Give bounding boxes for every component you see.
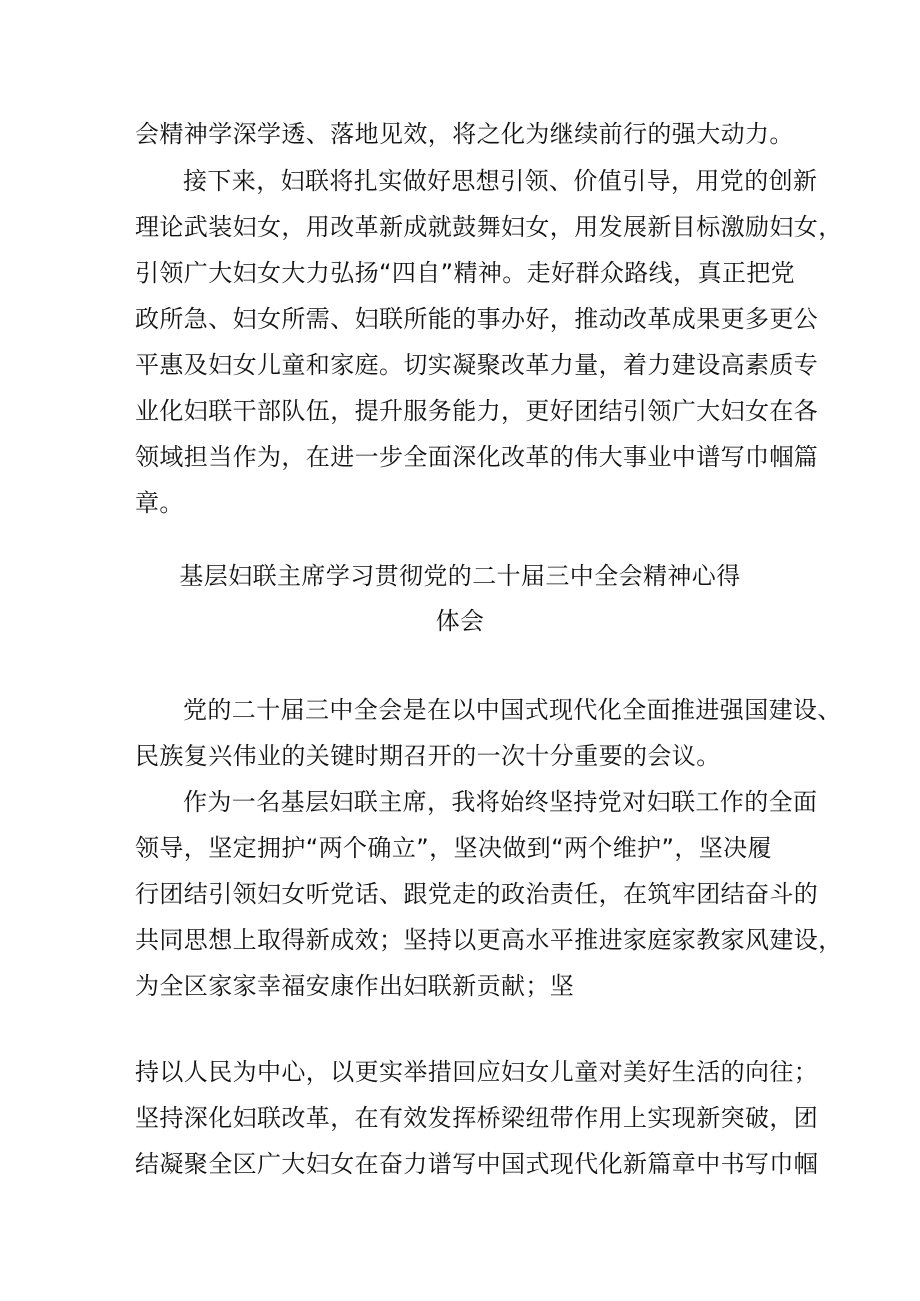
paragraph-line: 平惠及妇女儿童和家庭。切实凝聚改革力量，着力建设高素质专 (135, 351, 819, 379)
paragraph-line: 引领广大妇女大力弘扬“四自”精神。走好群众路线，真正把党 (135, 259, 796, 287)
paragraph-line: 领导，坚定拥护“两个确立”，坚决做到“两个维护”，坚决履 (135, 834, 772, 862)
paragraph-line: 会精神学深学透、落地见效，将之化为继续前行的强大动力。 (135, 120, 794, 148)
paragraph-line: 持以人民为中心，以更实举措回应妇女儿童对美好生活的向往； (135, 1058, 819, 1086)
paragraph-line: 领域担当作为，在进一步全面深化改革的伟大事业中谱写巾帼篇 (135, 443, 819, 471)
paragraph-line: 行团结引领妇女听党话、跟党走的政治责任，在筑牢团结奋斗的 (135, 880, 819, 908)
paragraph-line: 党的二十届三中全会是在以中国式现代化全面推进强国建设、 (183, 696, 842, 724)
paragraph-line: 为全区家家幸福安康作出妇联新贡献；坚 (135, 972, 575, 1000)
paragraph-line: 共同思想上取得新成效；坚持以更高水平推进家庭家教家风建设， (135, 926, 843, 954)
paragraph-line: 章。 (135, 489, 184, 517)
paragraph-line: 政所急、妇女所需、妇联所能的事办好，推动改革成果更多更公 (135, 305, 819, 333)
paragraph-line: 理论武装妇女，用改革新成就鼓舞妇女，用发展新目标激励妇女， (135, 213, 843, 241)
paragraph-line: 坚持深化妇联改革，在有效发挥桥梁纽带作用上实现新突破，团 (135, 1104, 819, 1132)
paragraph-line: 民族复兴伟业的关键时期召开的一次十分重要的会议。 (135, 742, 721, 770)
article-title: 基层妇联主席学习贯彻党的二十届三中全会精神心得 (179, 562, 741, 590)
paragraph-line: 业化妇联干部队伍，提升服务能力，更好团结引领广大妇女在各 (135, 397, 819, 425)
paragraph-line: 作为一名基层妇联主席，我将始终坚持党对妇联工作的全面 (183, 788, 818, 816)
paragraph-line: 接下来，妇联将扎实做好思想引领、价值引导，用党的创新 (183, 167, 818, 195)
paragraph-line: 结凝聚全区广大妇女在奋力谱写中国式现代化新篇章中书写巾帼 (135, 1150, 819, 1178)
article-title-continued: 体会 (435, 607, 485, 635)
